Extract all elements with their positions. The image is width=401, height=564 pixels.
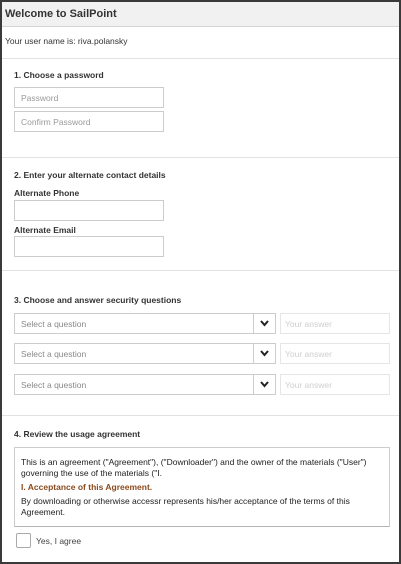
- agree-label[interactable]: Yes, I agree: [36, 536, 82, 546]
- dropdown-toggle-button[interactable]: [253, 344, 275, 363]
- section-divider: [2, 58, 399, 59]
- dropdown-toggle-button[interactable]: [253, 375, 275, 394]
- select-placeholder: Select a question: [21, 319, 87, 329]
- chevron-down-icon: [260, 381, 269, 388]
- alternate-phone-label: Alternate Phone: [14, 188, 80, 198]
- security-question-select[interactable]: [14, 313, 276, 334]
- section-divider: [2, 157, 399, 158]
- username-text: Your user name is: riva.polansky: [5, 36, 128, 46]
- contact-section-title: 2. Enter your alternate contact details: [14, 170, 166, 180]
- alternate-phone-input[interactable]: [14, 200, 164, 221]
- dropdown-toggle-button[interactable]: [253, 314, 275, 333]
- agree-checkbox[interactable]: [16, 533, 31, 548]
- password-section-title: 1. Choose a password: [14, 70, 104, 80]
- agreement-paragraph: This is an agreement ("Agreement"), ("Downloader") and the owner of the materials ("User") governing the use of the materials ("I.: [21, 457, 367, 478]
- security-question-select[interactable]: [14, 343, 276, 364]
- security-answer-input[interactable]: [280, 343, 390, 364]
- select-placeholder: Select a question: [21, 349, 87, 359]
- security-answer-input[interactable]: [280, 313, 390, 334]
- agreement-text-box[interactable]: [14, 447, 390, 527]
- password-input[interactable]: [14, 87, 164, 108]
- chevron-down-icon: [260, 350, 269, 357]
- alternate-email-input[interactable]: [14, 236, 164, 257]
- agreement-section-title: 4. Review the usage agreement: [14, 429, 141, 439]
- agreement-heading: I. Acceptance of this Agreement.: [21, 482, 153, 492]
- section-divider: [2, 415, 399, 416]
- confirm-password-input[interactable]: [14, 111, 164, 132]
- agreement-paragraph: By downloading or otherwise accessr represents his/her acceptance of the terms of this Agreement.: [21, 496, 350, 517]
- section-divider: [2, 270, 399, 271]
- page-title: Welcome to SailPoint: [5, 8, 117, 20]
- security-question-select[interactable]: [14, 374, 276, 395]
- security-section-title: 3. Choose and answer security questions: [14, 295, 182, 305]
- page-header: [2, 2, 399, 27]
- alternate-email-label: Alternate Email: [14, 225, 76, 235]
- select-placeholder: Select a question: [21, 380, 87, 390]
- security-answer-input[interactable]: [280, 374, 390, 395]
- chevron-down-icon: [260, 320, 269, 327]
